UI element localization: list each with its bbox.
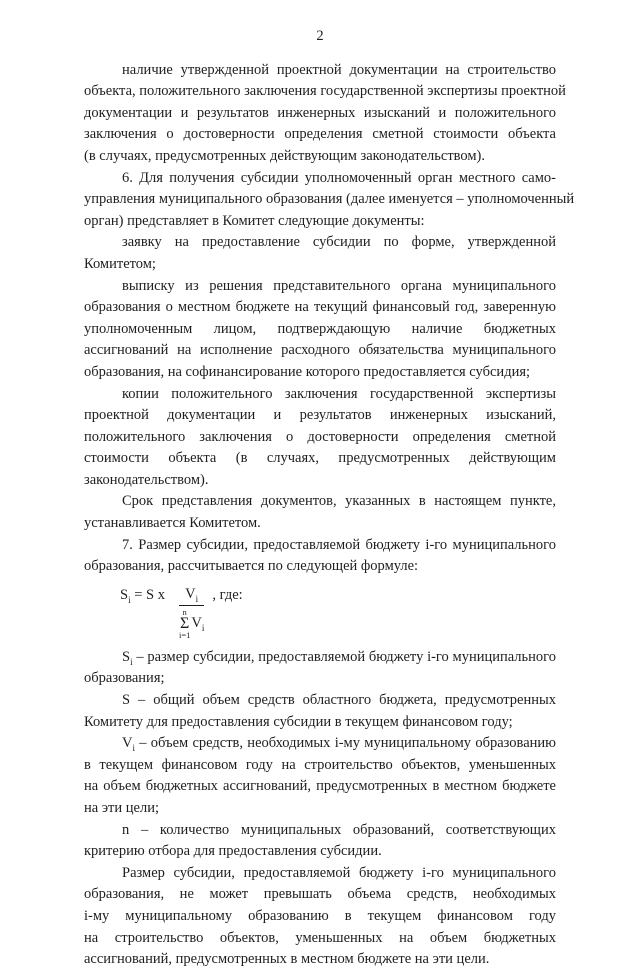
paragraph-line: уполномоченным лицом, подтверждающую наличие бюджетных — [84, 320, 556, 337]
paragraph-line: образования о местном бюджете на текущий финансовый год, заверенную — [84, 299, 556, 316]
paragraph-line: документации и результатов инженерных изысканий и положительного — [84, 104, 556, 121]
denominator-variable: $V_i$ — [191, 615, 205, 634]
paragraph-line: объекта, положительного заключения государственной экспертизы проектной — [84, 83, 566, 100]
paragraph-line: выписку из решения представительного органа муниципального — [122, 277, 556, 294]
paragraph-line: n – количество муниципальных образований, соответствующих — [122, 821, 556, 838]
paragraph-line: 7. Размер субсидии, предоставляемой бюджету i-го муниципального — [122, 536, 556, 553]
paragraph — [84, 690, 556, 733]
paragraph-line: критерию отбора для предоставления субсидии. — [84, 843, 382, 860]
paragraph — [84, 276, 556, 384]
formula-numerator: $V_i$ — [179, 585, 204, 606]
paragraph-line: ассигнований на исполнение расходного обязательства муниципального — [84, 342, 556, 359]
page-number: 2 — [316, 28, 324, 44]
paragraph-line: копии положительного заключения государственной экспертизы — [122, 385, 556, 402]
document-page — [84, 0, 575, 971]
paragraph-line: управления муниципального образования (далее именуется – уполномоченный — [84, 191, 575, 208]
sum-upper-limit: n — [182, 606, 187, 617]
paragraph-line: проектной документации и результатов инженерных изысканий, — [84, 407, 556, 424]
paragraph-line: в текущем финансовом году на строительство объектов, уменьшенных — [84, 756, 556, 773]
paragraph — [84, 232, 556, 275]
paragraph-line: i-му муниципальному образованию в текущем финансовом году — [84, 907, 556, 924]
paragraph-line: S – общий объем средств областного бюджета, предусмотренных — [122, 692, 556, 709]
paragraph-line: на эти цели; — [84, 800, 159, 816]
paragraph-line: $V_i$ – объем средств, необходимых i-му муниципальному образованию — [122, 735, 556, 754]
paragraph — [84, 733, 556, 819]
paragraph-line: образования, рассчитывается по следующей формуле: — [84, 558, 419, 575]
paragraph-line: законодательством). — [84, 471, 209, 488]
paragraph-line: заключения о достоверности определения сметной стоимости объекта — [84, 126, 556, 143]
paragraph — [84, 384, 556, 492]
paragraph-line: положительного заключения о достоверности определения сметной — [84, 428, 556, 445]
paragraph-line: образования, не может превышать объема средств, необходимых — [84, 886, 556, 903]
formula-suffix: , где: — [212, 586, 243, 603]
paragraph-line: на объем бюджетных ассигнований, предусмотренных в местном бюджете — [84, 778, 556, 795]
paragraph-line: образования, на софинансирование которого предоставляется субсидия; — [84, 363, 531, 380]
paragraph-line: (в случаях, предусмотренных действующим законодательством). — [84, 147, 486, 164]
paragraph-line: орган) представляет в Комитет следующие документы: — [84, 212, 425, 229]
paragraph — [84, 491, 556, 534]
paragraph — [84, 535, 556, 578]
sigma-symbol: Σ — [180, 614, 190, 632]
paragraph-line: образования; — [84, 670, 165, 687]
paragraph-line: Комитету для предоставления субсидии в текущем финансовом году; — [84, 713, 513, 730]
paragraph-line: на строительство объектов, уменьшенных на объем бюджетных — [84, 929, 556, 946]
paragraph-line: наличие утвержденной проектной документации на строительство — [122, 61, 556, 78]
paragraph — [84, 820, 556, 863]
paragraph — [84, 60, 566, 168]
paragraph-line: Размер субсидии, предоставляемой бюджету i-го муниципального — [122, 864, 556, 881]
sum-lower-limit: i=1 — [178, 629, 191, 640]
paragraph-line: устанавливается Комитетом. — [84, 515, 261, 532]
paragraph — [84, 863, 556, 971]
paragraph-line: стоимости объекта (в случаях, предусмотренных действующим — [84, 450, 556, 467]
formula-denominator — [179, 606, 204, 639]
subsidy-formula — [120, 585, 556, 639]
paragraph-line: ассигнований, предусмотренных в местном бюджете на эти цели. — [84, 951, 490, 968]
paragraph — [84, 647, 556, 690]
paragraph-line: заявку на предоставление субсидии по форме, утвержденной — [122, 234, 556, 251]
sum-operator — [179, 608, 190, 639]
paragraph-line: 6. Для получения субсидии уполномоченный орган местного само- — [122, 169, 556, 186]
paragraph-line: $S_i$ – размер субсидии, предоставляемой бюджету i-го муниципального — [122, 648, 556, 667]
document-body — [84, 60, 575, 971]
formula-lhs: $S_i = S$ x — [120, 586, 165, 605]
paragraph-line: Комитетом; — [84, 255, 156, 272]
paragraph — [84, 168, 575, 233]
paragraph-line: Срок представления документов, указанных в настоящем пункте, — [122, 493, 556, 510]
formula-fraction — [179, 585, 204, 639]
